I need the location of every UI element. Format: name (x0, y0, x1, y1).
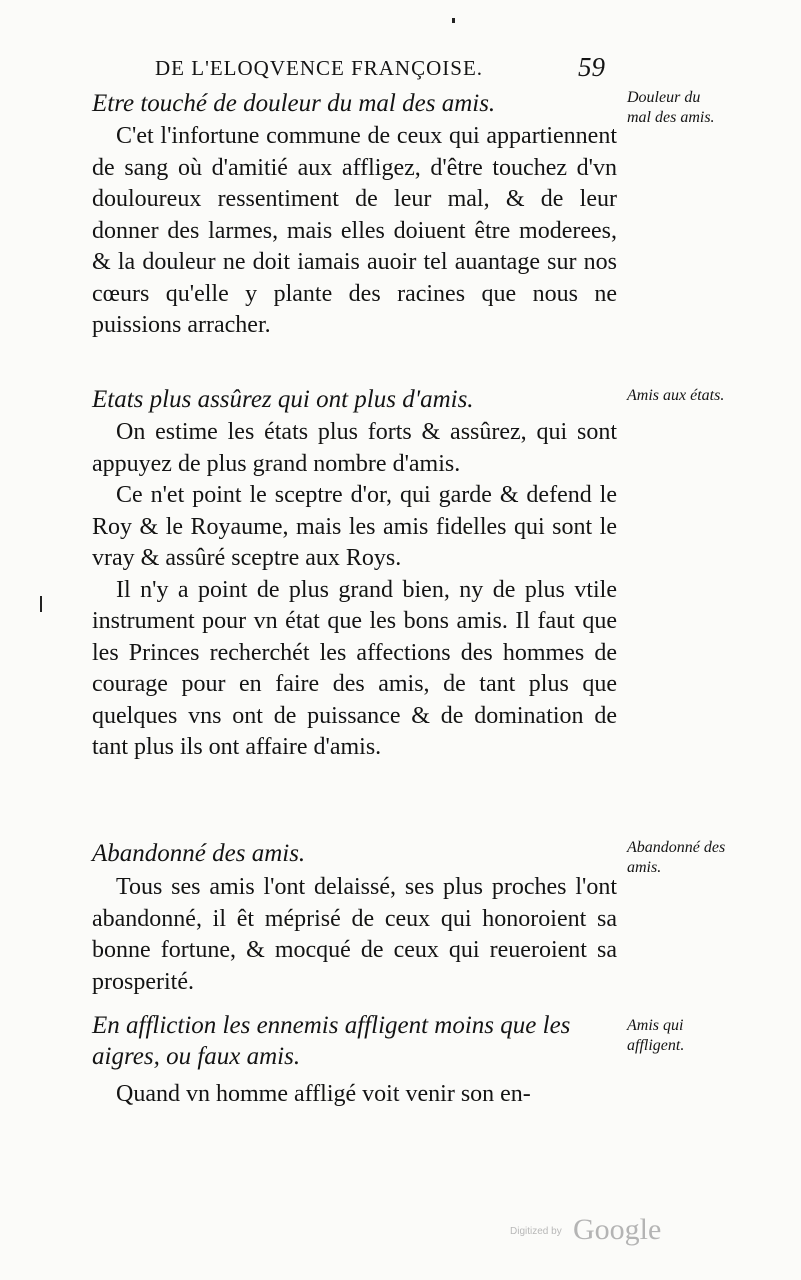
running-head: DE L'ELOQVENCE FRANÇOISE. (155, 56, 484, 80)
scan-speck (40, 596, 42, 612)
paragraph: C'et l'infortune commune de ceux qui appartiennent de sang où d'amitié aux affligez, d'être touchez d'vn douloureux ressentiment de leur mal, & de leur donner des larmes, mais elles doiuent être moderees, & la douleur ne doit iamais auoir tel auantage sur nos cœurs qu'elle y plante des racines que nous ne puissions arracher. (92, 123, 617, 338)
section-heading-3: Abandonné des amis. (92, 840, 306, 867)
margin-note-3: Abandonné des amis. (627, 839, 726, 876)
section-body-4 (92, 1079, 617, 1111)
section-body-3 (92, 872, 617, 998)
margin-note-2: Amis aux états. (627, 387, 725, 404)
paragraph: Tous ses amis l'ont delaissé, ses plus proches l'ont abandonné, il êt méprisé de ceux qui honoroient sa bonne fortune, & mocqué de ceux qui reueroient sa prosperité. (92, 874, 617, 995)
page-number: 59 (578, 52, 605, 82)
paragraph: On estime les états plus forts & assûrez, qui sont appuyez de plus grand nombre d'amis. (92, 419, 617, 477)
google-logo: Google (573, 1213, 662, 1246)
paragraph: Ce n'et point le sceptre d'or, qui garde & defend le Roy & le Royaume, mais les amis fidelles qui sont le vray & assûré sceptre aux Roys. (92, 482, 617, 571)
paragraph: Quand vn homme affligé voit venir son en- (116, 1081, 531, 1107)
section-heading-4: En affliction les ennemis affligent moins que les aigres, ou faux amis. (92, 1012, 571, 1070)
section-body-1 (92, 121, 617, 342)
section-heading-2: Etats plus assûrez qui ont plus d'amis. (92, 386, 474, 413)
margin-note-1: Douleur du mal des amis. (627, 89, 715, 126)
scan-speck (452, 18, 455, 23)
section-heading-1: Etre touché de douleur du mal des amis. (92, 90, 496, 117)
digitized-by-label: Digitized by (510, 1226, 562, 1237)
margin-note-4: Amis qui affligent. (627, 1017, 685, 1054)
section-body-2 (92, 417, 617, 764)
paragraph: Il n'y a point de plus grand bien, ny de plus vtile instrument pour vn état que les bons amis. Il faut que les Princes recherchét les affections des hommes de courage pour en faire des amis, de tant plus que quelques vns ont de puissance & de domination de tant plus ils ont affaire d'amis. (92, 576, 617, 760)
